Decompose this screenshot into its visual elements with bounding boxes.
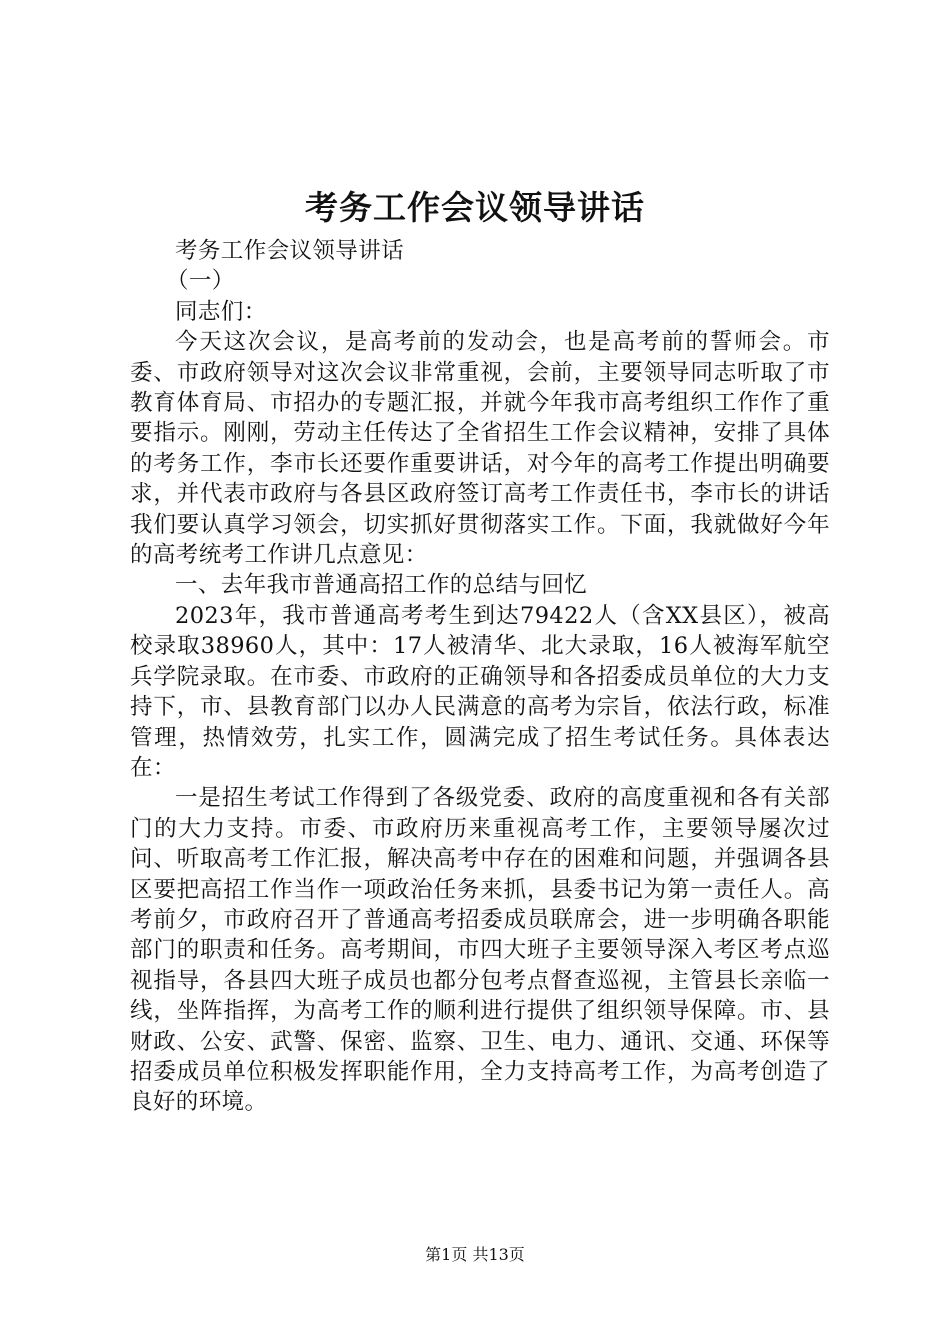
section-heading-paragraph: 一、去年我市普通高招工作的总结与回忆 [175,572,588,599]
document-title: 考务工作会议领导讲话 [305,188,645,227]
section-number-paragraph: （一） [166,268,235,295]
body-paragraph: 2023年，我市普通高考考生到达79422人（含XX县区），被高校录取38960人，其中：17人被清华、北大录取，16人被海军航空兵学院录取。在市委、市政府的正确领导和各招委成员单位的大力支持下，市、县教育部门以办人民满意的高考为宗旨，依法行政，标准管理，热情效劳，扎实工作，圆满完成了招生考试任务。具体表达在： [130,602,830,781]
page-footer: 第1页 共13页 [425,1245,525,1264]
salutation-paragraph: 同志们： [175,298,267,325]
body-paragraph: 今天这次会议，是高考前的发动会，也是高考前的誓师会。市委、市政府领导对这次会议非常重视，会前，主要领导同志听取了市教育体育局、市招办的专题汇报，并就今年我市高考组织工作作了重要指示。刚刚，劳动主任传达了全省招生工作会议精神，安排了具体的考务工作，李市长还要作重要讲话，对今年的高考工作提出明确要求，并代表市政府与各县区政府签订高考工作责任书，李市长的讲话我们要认真学习领会，切实抓好贯彻落实工作。下面，我就做好今年的高考统考工作讲几点意见： [130,329,830,569]
subtitle-paragraph: 考务工作会议领导讲话 [175,238,405,264]
body-paragraph: 一是招生考试工作得到了各级党委、政府的高度重视和各有关部门的大力支持。市委、市政府历来重视高考工作，主要领导屡次过问、听取高考工作汇报，解决高考中存在的困难和问题，并强调各县区要把高招工作当作一项政治任务来抓，县委书记为第一责任人。高考前夕，市政府召开了普通高考招委成员联席会，进一步明确各职能部门的职责和任务。高考期间，市四大班子主要领导深入考区考点巡视指导，各县四大班子成员也都分包考点督查巡视，主管县长亲临一线，坐阵指挥，为高考工作的顺利进行提供了组织领导保障。市、县财政、公安、武警、保密、监察、卫生、电力、通讯、交通、环保等招委成员单位积极发挥职能作用，全力支持高考工作，为高考创造了良好的环境。 [130,785,830,1116]
document-body [130,236,830,1118]
